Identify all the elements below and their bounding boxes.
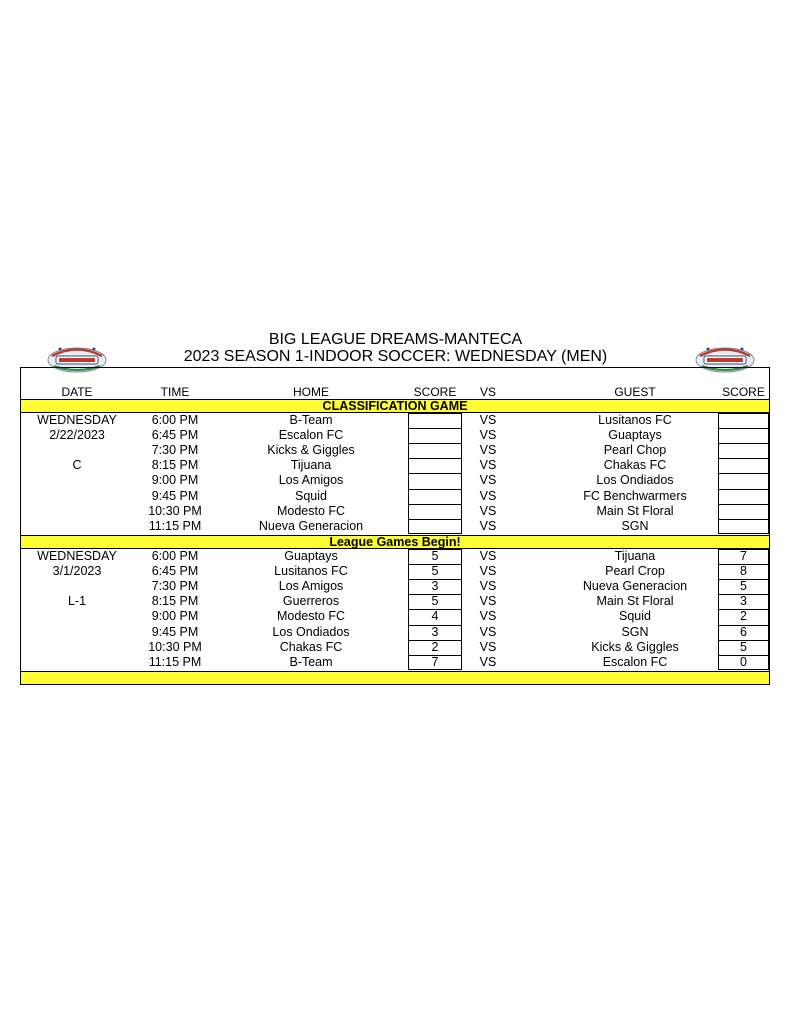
guest-team: Chakas FC bbox=[603, 458, 667, 473]
guest-score: 0 bbox=[740, 654, 747, 669]
guest-team: Lusitanos FC bbox=[598, 413, 672, 427]
guest-team: Pearl Chop bbox=[603, 443, 667, 458]
col-home: HOME bbox=[293, 385, 329, 399]
guest-score: 2 bbox=[740, 609, 747, 624]
game-row bbox=[21, 413, 769, 428]
home-team: Los Amigos bbox=[278, 579, 344, 594]
home-team: Los Amigos bbox=[278, 473, 344, 488]
guest-team: Kicks & Giggles bbox=[591, 639, 679, 654]
game-time: 11:15 PM bbox=[148, 518, 202, 533]
game-time: 8:15 PM bbox=[151, 594, 199, 609]
home-team: Escalon FC bbox=[278, 428, 344, 443]
guest-score: 5 bbox=[740, 639, 747, 654]
date-label bbox=[21, 443, 133, 458]
section-banner: CLASSIFICATION GAME bbox=[21, 399, 769, 413]
date-label bbox=[21, 640, 133, 655]
schedule-table bbox=[20, 367, 770, 685]
guest-score: 3 bbox=[740, 594, 747, 609]
date-label bbox=[21, 519, 133, 534]
game-time: 6:45 PM bbox=[151, 564, 199, 579]
game-time: 8:15 PM bbox=[151, 458, 199, 473]
game-time: 7:30 PM bbox=[151, 443, 199, 458]
game-row bbox=[21, 519, 769, 534]
date-label bbox=[21, 504, 133, 519]
game-time: 11:15 PM bbox=[148, 654, 202, 669]
game-row bbox=[21, 489, 769, 504]
home-team: Guaptays bbox=[284, 549, 338, 563]
home-team: Nueva Generacion bbox=[258, 518, 364, 533]
guest-team: Nueva Generacion bbox=[582, 579, 688, 594]
guest-score bbox=[718, 489, 769, 504]
home-score bbox=[408, 443, 462, 458]
vs-label: VS bbox=[479, 503, 497, 518]
date-label bbox=[21, 625, 133, 640]
vs-label: VS bbox=[479, 594, 497, 609]
date-label bbox=[21, 489, 133, 504]
game-time: 9:00 PM bbox=[151, 473, 199, 488]
guest-team: FC Benchwarmers bbox=[583, 488, 687, 503]
home-score bbox=[408, 519, 462, 534]
game-row bbox=[21, 458, 769, 473]
game-row bbox=[21, 564, 769, 579]
date-label bbox=[21, 655, 133, 670]
guest-team: Escalon FC bbox=[602, 654, 668, 669]
guest-score bbox=[718, 413, 769, 428]
guest-team: Tijuana bbox=[614, 549, 656, 563]
footer-band bbox=[21, 671, 769, 684]
guest-score: 6 bbox=[740, 624, 747, 639]
vs-label: VS bbox=[479, 624, 497, 639]
vs-label: VS bbox=[479, 579, 497, 594]
home-score: 2 bbox=[431, 639, 439, 654]
date-label: WEDNESDAY bbox=[37, 413, 117, 427]
guest-score bbox=[718, 473, 769, 488]
guest-team: Los Ondiados bbox=[596, 473, 674, 488]
home-team: B-Team bbox=[289, 413, 333, 427]
game-row bbox=[21, 473, 769, 488]
home-score bbox=[408, 458, 462, 473]
game-row bbox=[21, 625, 769, 640]
game-time: 10:30 PM bbox=[148, 503, 202, 518]
home-score bbox=[408, 504, 462, 519]
game-row bbox=[21, 594, 769, 609]
col-home-score: SCORE bbox=[413, 385, 457, 399]
vs-label: VS bbox=[479, 413, 497, 427]
game-row bbox=[21, 549, 769, 564]
home-score: 3 bbox=[431, 579, 439, 594]
guest-team: Guaptays bbox=[608, 428, 662, 443]
home-team: Tijuana bbox=[290, 458, 332, 473]
home-team: Modesto FC bbox=[276, 609, 346, 624]
guest-score bbox=[718, 443, 769, 458]
game-time: 6:00 PM bbox=[151, 549, 199, 563]
date-label: L-1 bbox=[67, 594, 87, 609]
vs-label: VS bbox=[479, 639, 497, 654]
game-row bbox=[21, 428, 769, 443]
section-banner: League Games Begin! bbox=[21, 535, 769, 549]
vs-label: VS bbox=[479, 473, 497, 488]
guest-score bbox=[718, 519, 769, 534]
home-score bbox=[408, 428, 462, 443]
guest-team: Pearl Crop bbox=[605, 564, 665, 579]
home-score bbox=[408, 473, 462, 488]
home-score bbox=[408, 489, 462, 504]
vs-label: VS bbox=[479, 654, 497, 669]
game-time: 7:30 PM bbox=[151, 579, 199, 594]
vs-label: VS bbox=[479, 458, 497, 473]
home-team: Kicks & Giggles bbox=[267, 443, 355, 458]
game-row bbox=[21, 443, 769, 458]
vs-label: VS bbox=[479, 609, 497, 624]
vs-label: VS bbox=[479, 428, 497, 443]
guest-score bbox=[718, 428, 769, 443]
vs-label: VS bbox=[479, 549, 497, 563]
game-time: 10:30 PM bbox=[148, 639, 202, 654]
date-label: C bbox=[72, 458, 82, 473]
guest-team: SGN bbox=[621, 624, 649, 639]
page-subtitle: 2023 SEASON 1-INDOOR SOCCER: WEDNESDAY (MEN) bbox=[183, 348, 608, 365]
game-time: 9:45 PM bbox=[151, 624, 199, 639]
guest-score: 8 bbox=[740, 564, 747, 579]
vs-label: VS bbox=[479, 518, 497, 533]
game-time: 6:00 PM bbox=[151, 413, 199, 427]
date-label bbox=[21, 609, 133, 624]
date-label: 2/22/2023 bbox=[49, 428, 105, 443]
guest-score: 7 bbox=[740, 549, 747, 563]
col-guest-score: SCORE bbox=[722, 385, 765, 399]
game-row bbox=[21, 504, 769, 519]
game-row bbox=[21, 655, 769, 670]
guest-team: SGN bbox=[621, 518, 649, 533]
home-score: 4 bbox=[431, 609, 439, 624]
home-team: B-Team bbox=[289, 654, 333, 669]
home-score bbox=[408, 413, 462, 428]
col-time: TIME bbox=[160, 385, 190, 399]
guest-score bbox=[718, 504, 769, 519]
home-score: 3 bbox=[431, 624, 439, 639]
game-row bbox=[21, 640, 769, 655]
home-team: Modesto FC bbox=[276, 503, 346, 518]
home-score: 5 bbox=[431, 549, 439, 563]
home-score: 5 bbox=[431, 564, 439, 579]
game-time: 6:45 PM bbox=[151, 428, 199, 443]
page-title: BIG LEAGUE DREAMS-MANTECA bbox=[268, 331, 523, 348]
date-label: WEDNESDAY bbox=[37, 549, 117, 563]
col-vs: VS bbox=[479, 385, 496, 399]
home-score: 7 bbox=[431, 654, 439, 669]
home-team: Chakas FC bbox=[279, 639, 343, 654]
column-header-row bbox=[21, 385, 769, 400]
home-team: Guerreros bbox=[282, 594, 340, 609]
guest-team: Main St Floral bbox=[596, 594, 674, 609]
vs-label: VS bbox=[479, 488, 497, 503]
guest-team: Squid bbox=[619, 609, 651, 624]
col-guest: GUEST bbox=[614, 385, 656, 399]
guest-team: Main St Floral bbox=[596, 503, 674, 518]
guest-score bbox=[718, 458, 769, 473]
game-time: 9:45 PM bbox=[151, 488, 199, 503]
game-time: 9:00 PM bbox=[151, 609, 199, 624]
col-date: DATE bbox=[61, 385, 93, 399]
home-team: Lusitanos FC bbox=[274, 564, 348, 579]
home-team: Los Ondiados bbox=[272, 624, 350, 639]
date-label: 3/1/2023 bbox=[52, 564, 102, 579]
game-row bbox=[21, 609, 769, 624]
game-row bbox=[21, 579, 769, 594]
vs-label: VS bbox=[479, 443, 497, 458]
date-label bbox=[21, 473, 133, 488]
home-score: 5 bbox=[431, 594, 439, 609]
home-team: Squid bbox=[295, 488, 327, 503]
vs-label: VS bbox=[479, 564, 497, 579]
guest-score: 5 bbox=[740, 579, 747, 594]
date-label bbox=[21, 579, 133, 594]
